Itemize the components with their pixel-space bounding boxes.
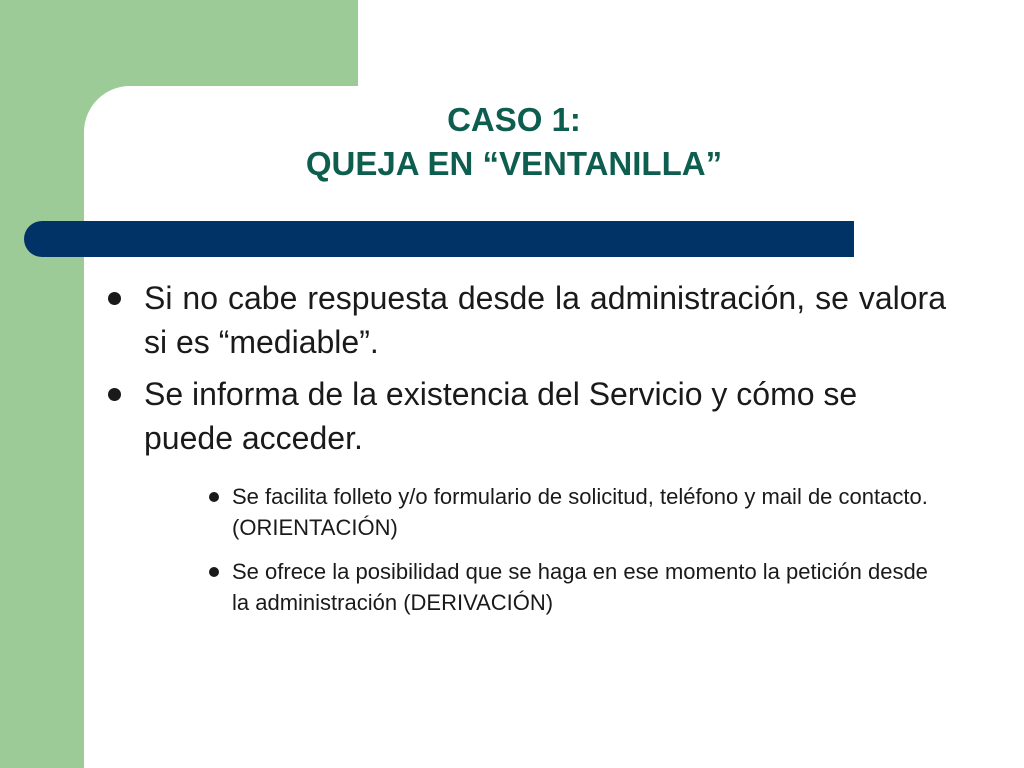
sub-bullet-dot-icon: [209, 567, 219, 577]
slide-title: [84, 98, 944, 186]
bullet-list: [104, 276, 946, 468]
sub-bullet-item: [206, 556, 946, 618]
title-underline-bar: [24, 221, 854, 257]
bullet-text: Se informa de la existencia del Servicio y cómo se puede acceder.: [144, 376, 858, 456]
bullet-dot-icon: [108, 388, 121, 401]
title-line-2: QUEJA EN “VENTANILLA”: [305, 145, 723, 182]
sub-bullet-list: [206, 481, 946, 631]
bullet-item: [104, 276, 946, 364]
bullet-dot-icon: [108, 292, 121, 305]
sub-bullet-item: [206, 481, 946, 543]
title-line-1: CASO 1:: [447, 101, 581, 138]
sub-bullet-dot-icon: [209, 492, 219, 502]
bullet-text: Si no cabe respuesta desde la administración, se valora si es “mediable”.: [144, 280, 946, 360]
sub-bullet-text: Se ofrece la posibilidad que se haga en ese momento la petición desde la administración (DERIVACIÓN): [232, 559, 928, 615]
sub-bullet-text: Se facilita folleto y/o formulario de solicitud, teléfono y mail de contacto. (ORIENTACIÓN): [232, 484, 928, 540]
bullet-item: [104, 372, 946, 460]
